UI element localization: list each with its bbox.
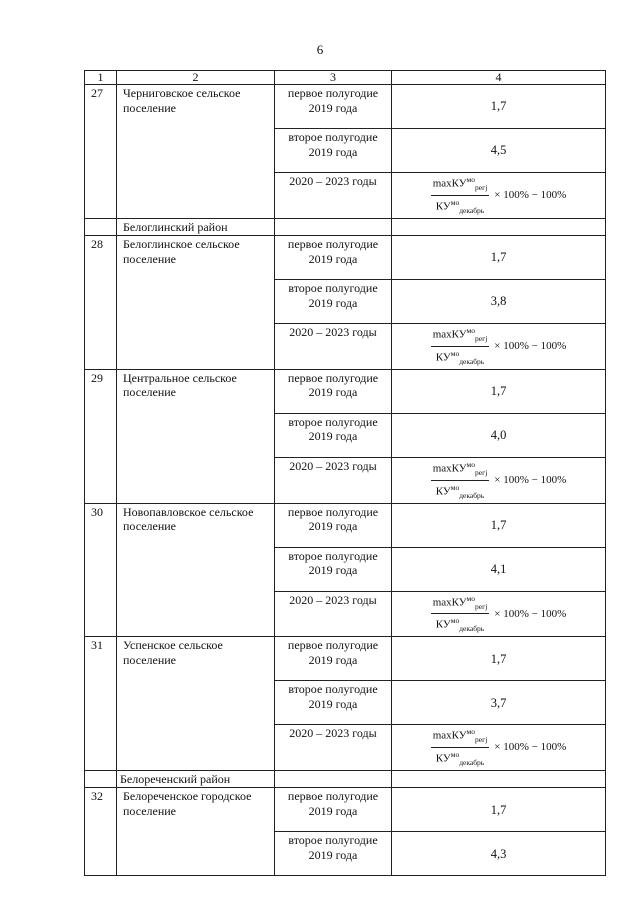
table-row xyxy=(85,85,606,129)
growth-index-value: 1,7 xyxy=(392,503,606,547)
formula-tail: × 100% − 100% xyxy=(494,189,567,202)
formula-numerator xyxy=(431,174,490,196)
period-label: первое полугодие 2019 года xyxy=(275,236,392,280)
formula-fraction xyxy=(431,325,490,368)
settlement-name: Белоглинское сельское поселение xyxy=(117,236,275,370)
settlement-name: Успенское сельское поселение xyxy=(117,637,275,771)
period-label: второе полугодие 2019 года xyxy=(275,413,392,457)
formula-tail: × 100% − 100% xyxy=(494,741,567,754)
formula-text: регj xyxy=(475,735,488,745)
formula-denominator xyxy=(434,614,486,635)
formula-text: декабрь xyxy=(459,757,485,767)
period-label: первое полугодие 2019 года xyxy=(275,85,392,129)
formula-text: декабрь xyxy=(459,205,485,215)
empty-cell xyxy=(85,218,117,236)
region-row xyxy=(85,770,606,788)
formula-text: мо xyxy=(450,349,460,359)
formula-denominator xyxy=(434,748,486,769)
settlement-name: Новопавловское сельское поселение xyxy=(117,503,275,637)
growth-formula xyxy=(431,459,567,502)
formula-text: КУ xyxy=(435,619,451,632)
growth-formula xyxy=(431,726,567,769)
formula-text: maxКУ xyxy=(432,177,467,190)
formula-cell xyxy=(392,591,606,637)
period-label: первое полугодие 2019 года xyxy=(275,788,392,832)
formula-text: maxКУ xyxy=(432,462,467,475)
period-label: второе полугодие 2019 года xyxy=(275,129,392,173)
formula-text: мо xyxy=(450,616,460,626)
formula-tail: × 100% − 100% xyxy=(494,607,567,620)
growth-index-value: 1,7 xyxy=(392,369,606,413)
formula-denominator xyxy=(434,481,486,502)
region-name: Белоглинский район xyxy=(117,218,275,236)
formula-text: maxКУ xyxy=(432,596,467,609)
formula-text: регj xyxy=(475,334,488,344)
empty-cell xyxy=(275,770,392,788)
growth-formula xyxy=(431,593,567,636)
formula-cell xyxy=(392,173,606,219)
formula-text: maxКУ xyxy=(432,328,467,341)
formula-tail: × 100% − 100% xyxy=(494,340,567,353)
row-number: 31 xyxy=(85,637,117,771)
formula-text: регj xyxy=(475,601,488,611)
growth-index-value: 3,7 xyxy=(392,681,606,725)
growth-index-value: 4,3 xyxy=(392,832,606,876)
period-label: 2020 – 2023 годы xyxy=(275,173,392,219)
formula-text: регj xyxy=(475,182,488,192)
empty-cell xyxy=(392,218,606,236)
row-number: 27 xyxy=(85,85,117,219)
formula-denominator xyxy=(434,347,486,368)
growth-index-value: 3,8 xyxy=(392,280,606,324)
formula-fraction xyxy=(431,593,490,636)
formula-text: декабрь xyxy=(459,624,485,634)
column-header: 1 xyxy=(85,71,117,85)
period-label: 2020 – 2023 годы xyxy=(275,457,392,503)
period-label: второе полугодие 2019 года xyxy=(275,280,392,324)
row-number: 30 xyxy=(85,503,117,637)
formula-fraction xyxy=(431,174,490,217)
period-label: первое полугодие 2019 года xyxy=(275,369,392,413)
tariff-table xyxy=(84,70,606,876)
page-number: 6 xyxy=(316,42,324,57)
empty-cell xyxy=(85,770,117,788)
formula-text: КУ xyxy=(435,485,451,498)
formula-fraction xyxy=(431,459,490,502)
formula-numerator xyxy=(431,726,490,748)
period-label: первое полугодие 2019 года xyxy=(275,503,392,547)
empty-cell xyxy=(275,218,392,236)
period-label: 2020 – 2023 годы xyxy=(275,591,392,637)
table-row xyxy=(85,788,606,832)
growth-formula xyxy=(431,325,567,368)
table-row xyxy=(85,503,606,547)
formula-text: мо xyxy=(450,750,460,760)
period-label: второе полугодие 2019 года xyxy=(275,547,392,591)
row-number: 29 xyxy=(85,369,117,503)
period-label: 2020 – 2023 годы xyxy=(275,725,392,771)
table-row xyxy=(85,637,606,681)
formula-cell xyxy=(392,457,606,503)
growth-formula xyxy=(431,174,567,217)
formula-text: мо xyxy=(466,175,476,184)
formula-text: мо xyxy=(466,727,476,737)
formula-text: maxКУ xyxy=(432,729,467,742)
formula-fraction xyxy=(431,726,490,769)
settlement-name: Белореченское городское поселение xyxy=(117,788,275,876)
formula-numerator xyxy=(431,325,490,347)
growth-index-value: 1,7 xyxy=(392,788,606,832)
empty-cell xyxy=(392,770,606,788)
growth-index-value: 1,7 xyxy=(392,236,606,280)
growth-index-value: 1,7 xyxy=(392,85,606,129)
formula-cell xyxy=(392,725,606,771)
table-body xyxy=(85,71,606,876)
formula-tail: × 100% − 100% xyxy=(494,473,567,486)
region-row xyxy=(85,218,606,236)
formula-text: КУ xyxy=(435,351,451,364)
formula-text: мо xyxy=(450,482,460,492)
column-header: 2 xyxy=(117,71,275,85)
row-number: 28 xyxy=(85,236,117,370)
formula-text: декабрь xyxy=(459,356,485,366)
formula-denominator xyxy=(434,196,486,217)
table-row xyxy=(85,236,606,280)
settlement-name: Черниговское сельское поселение xyxy=(117,85,275,219)
period-label: второе полугодие 2019 года xyxy=(275,681,392,725)
growth-index-value: 4,1 xyxy=(392,547,606,591)
formula-numerator xyxy=(431,593,490,615)
formula-text: мо xyxy=(466,593,476,603)
row-number: 32 xyxy=(85,788,117,876)
formula-numerator xyxy=(431,459,490,481)
header-row xyxy=(85,71,606,85)
formula-text: мо xyxy=(466,326,476,336)
column-header: 3 xyxy=(275,71,392,85)
growth-index-value: 4,0 xyxy=(392,413,606,457)
formula-text: мо xyxy=(450,197,460,207)
period-label: второе полугодие 2019 года xyxy=(275,832,392,876)
settlement-name: Центральное сельское поселение xyxy=(117,369,275,503)
formula-text: регj xyxy=(475,467,488,477)
period-label: 2020 – 2023 годы xyxy=(275,324,392,370)
period-label: первое полугодие 2019 года xyxy=(275,637,392,681)
formula-text: декабрь xyxy=(459,490,485,500)
formula-text: КУ xyxy=(435,752,451,765)
region-name: Белореченский район xyxy=(117,770,275,788)
table-row xyxy=(85,369,606,413)
formula-cell xyxy=(392,324,606,370)
column-header: 4 xyxy=(392,71,606,85)
formula-text: КУ xyxy=(435,200,451,213)
formula-text: мо xyxy=(466,459,476,469)
growth-index-value: 4,5 xyxy=(392,129,606,173)
growth-index-value: 1,7 xyxy=(392,637,606,681)
